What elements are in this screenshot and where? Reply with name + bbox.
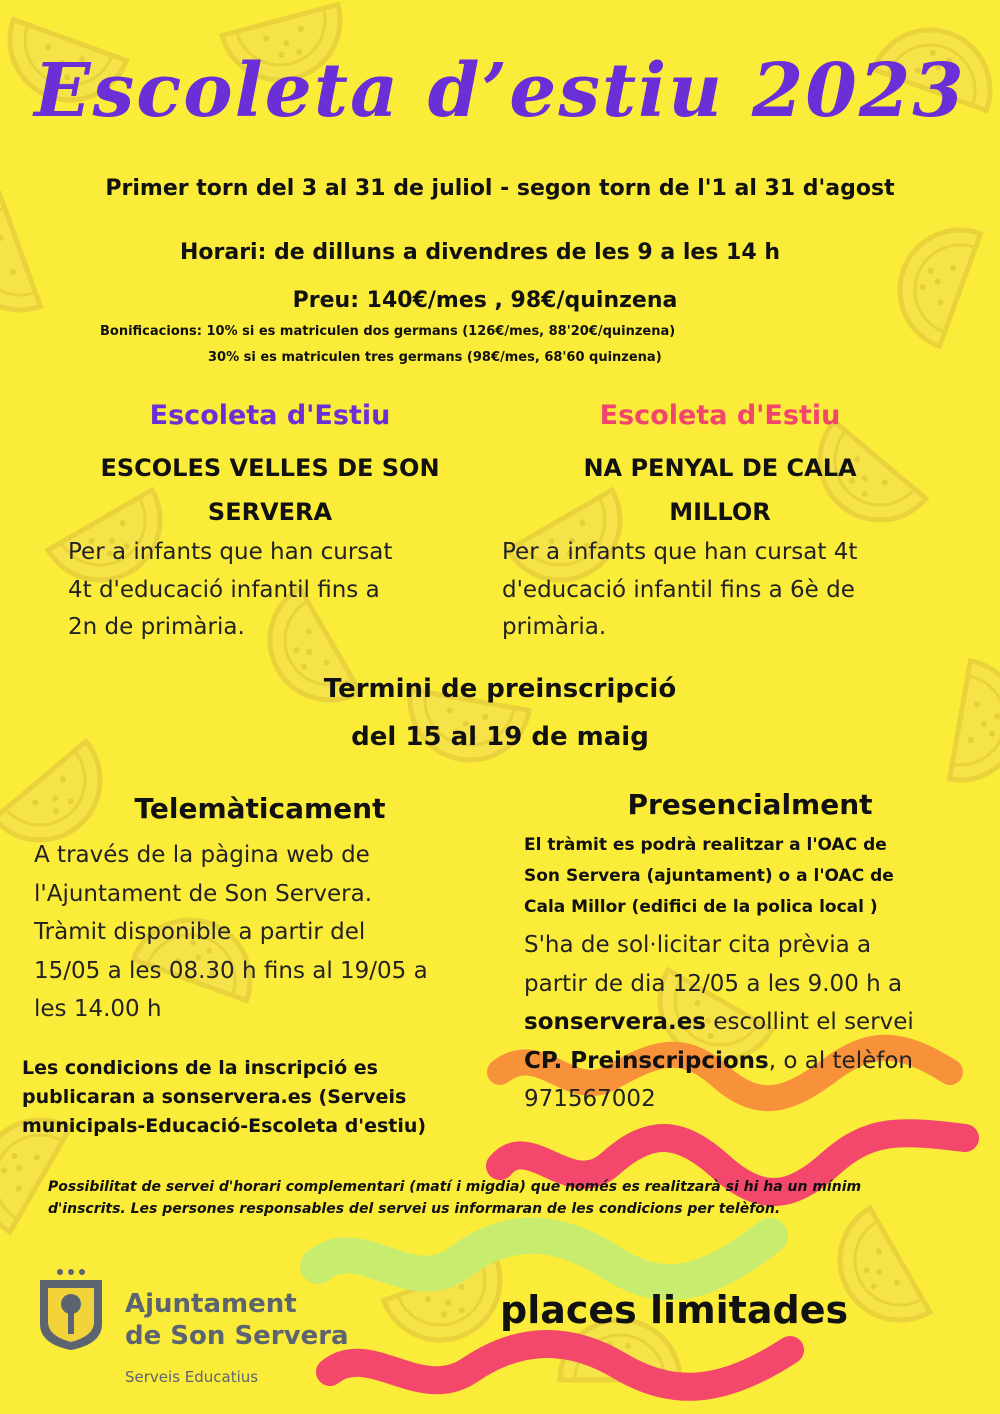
note-line: d'inscrits. Les persones responsables del servei us informaran de les condicions per telèfon. [48,1201,781,1217]
conditions-line: municipals-Educació-Escoleta d'estiu) [22,1115,427,1137]
in-person-office-info [524,830,894,923]
school-1-desc-line: Per a infants que han cursat [68,539,393,565]
appointment-line [524,1042,914,1081]
online-line: A través de la pàgina web de [34,842,370,868]
deadline-title: Termini de preinscripció [323,674,677,704]
phone-number[interactable]: 971567002 [524,1086,656,1112]
logo-line: Ajuntament [125,1289,297,1319]
online-line: les 14.00 h [34,996,162,1022]
online-description [34,836,428,1029]
website-link[interactable]: sonservera.es [524,1009,706,1035]
in-person-office-line: El tràmit es podrà realitzar a l'OAC de [524,835,887,855]
deadline-dates: del 15 al 19 de maig [351,722,649,752]
school-1-description [68,534,392,647]
schedule-info: Horari: de dilluns a divendres de les 9 a les 14 h [179,240,780,265]
conditions-line: publicaran a sonservera.es (Serveis [22,1086,407,1108]
school-2-description [502,534,857,647]
turns-info: Primer torn del 3 al 31 de juliol - segon torn de l'1 al 31 d'agost [105,176,895,201]
page-title: Escoleta d’estiu 2023 [34,48,966,134]
appointment-text: , o al telèfon [768,1047,913,1074]
in-person-office-line: Cala Millor (edifici de la polica local ) [524,897,878,917]
online-line: Tràmit disponible a partir del [34,919,366,945]
school-2-desc-line: d'educació infantil fins a 6è de [502,576,855,603]
logo-subtitle: Serveis Educatius [125,1368,259,1386]
school-2-name [480,446,960,534]
in-person-office-line: Son Servera (ajuntament) o a l'OAC de [524,866,894,886]
school-1-name-line: ESCOLES VELLES DE SON [100,454,440,482]
school-1-desc-line: 4t d'educació infantil fins a [68,576,380,603]
appointment-text: escollint el servei [705,1009,914,1035]
note-line: Possibilitat de servei d'horari complementari (matí i migdia) que només es realitzarà si hi ha un mínim [48,1179,862,1195]
school-2-name-line: MILLOR [669,498,771,526]
conditions-line: Les condicions de la inscripció es [22,1057,378,1079]
appointment-line: partir de dia 12/05 a les 9.00 h a [524,970,903,997]
in-person-appointment-info [524,926,914,1119]
school-1-name [30,446,510,534]
online-heading: Telemàticament [134,792,386,825]
appointment-line: S'ha de sol·licitar cita prèvia a [524,932,872,958]
logo-line: de Son Servera [125,1321,349,1351]
school-1-name-line: SERVERA [207,498,333,526]
school-1-desc-line: 2n de primària. [68,614,245,640]
places-limited: places limitades [500,1288,849,1332]
price-info: Preu: 140€/mes , 98€/quinzena [292,288,678,313]
discount-three-siblings: 30% si es matriculen tres germans (98€/mes, 68'60 quinzena) [208,350,662,365]
online-line: l'Ajuntament de Son Servera. [34,880,373,907]
school-2-desc-line: Per a infants que han cursat 4t [502,539,858,565]
online-line: 15/05 a les 08.30 h fins al 19/05 a [34,957,428,984]
logo-name [125,1288,349,1352]
service-name: CP. Preinscripcions [524,1047,769,1074]
school-2-desc-line: primària. [502,614,607,640]
ajuntament-logo-icon [36,1268,106,1352]
complementary-service-note [48,1176,861,1220]
school-1-heading: Escoleta d'Estiu [149,400,391,431]
school-2-name-line: NA PENYAL DE CALA [583,454,857,482]
conditions-info [22,1054,426,1141]
discount-two-siblings: Bonificacions: 10% si es matriculen dos germans (126€/mes, 88'20€/quinzena) [100,324,676,339]
appointment-line [524,1003,914,1042]
in-person-heading: Presencialment [627,788,873,821]
school-2-heading: Escoleta d'Estiu [599,400,841,431]
